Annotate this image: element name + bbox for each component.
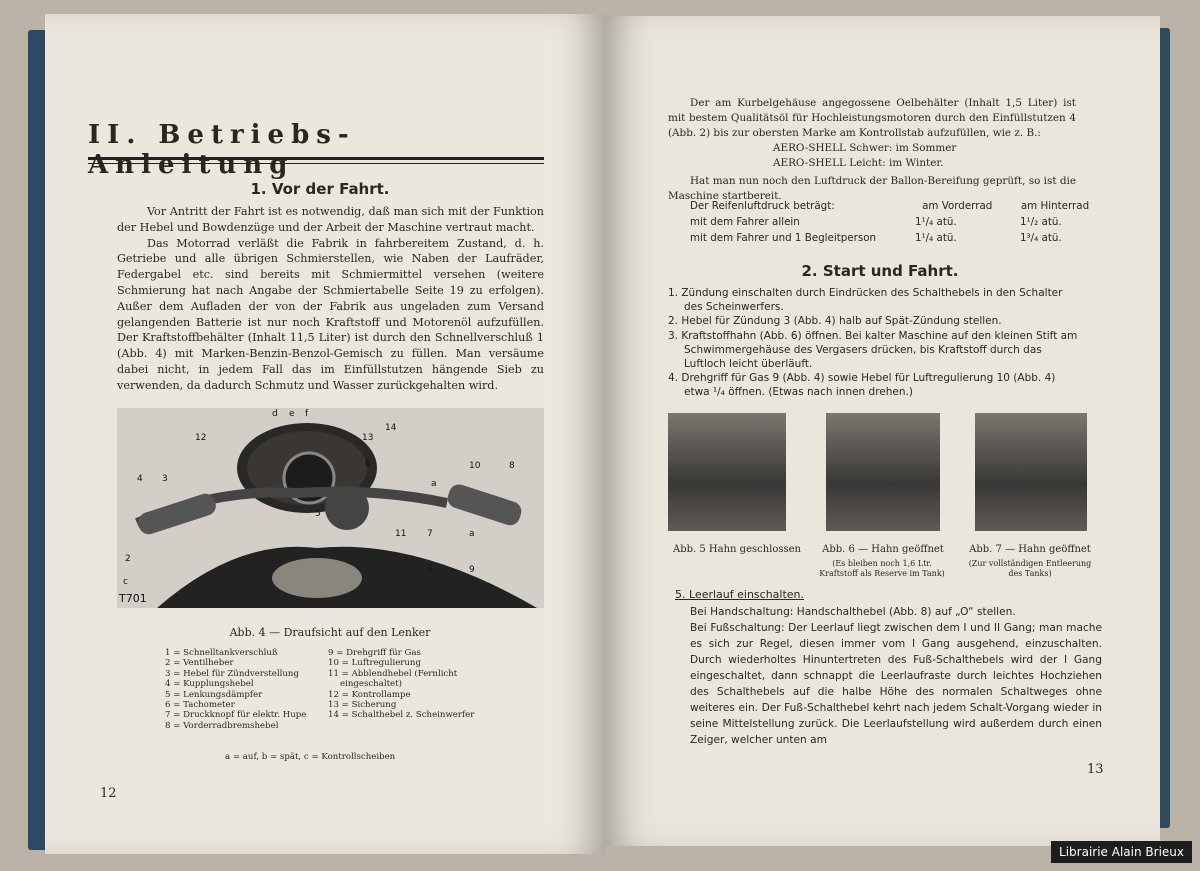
legend-item: 4 = Kupplungshebel <box>165 679 254 690</box>
photo-abb5 <box>668 413 786 531</box>
photo-abb6 <box>826 413 940 531</box>
section2-title: 2. Start und Fahrt. <box>801 262 959 280</box>
fig-label-14: 14 <box>385 423 397 433</box>
fig-label-5: 5 <box>315 509 321 519</box>
fig-label-f: f <box>305 409 309 419</box>
legend-item: 5 = Lenkungsdämpfer <box>165 689 263 700</box>
fig-label-4: 4 <box>137 474 143 484</box>
list-item: 3. Kraftstoffhahn (Abb. 6) öffnen. Bei kalter Maschine auf den kleinen Stift am Schwimmergehäuse des Vergasers drücken, bis Kraftstoff durch das Luftloch leicht überläuft. <box>668 329 1078 371</box>
legend-item: 12 = Kontrollampe <box>328 689 411 700</box>
chapter-heading: II. Betriebs-Anleitung <box>88 120 356 180</box>
paragraph-1: Vor Antritt der Fahrt ist es notwendig, daß man sich mit der Funktion der Hebel und Bowdenzüge und der Arbeit der Maschine vertraut macht. <box>117 205 544 234</box>
fig-label-9: 9 <box>469 565 475 575</box>
fussschaltung-text: Bei Fußschaltung: Der Leerlauf liegt zwischen dem I und II Gang; man mache es sich zur Regel, diesen immer vom I Gang ausgehend, einzuschalten. Durch wiederholtes Hinuntertreten des Fuß-Schalthebels wird der I Gang eingeschaltet, dann schnappt die Leerlaufraste durch leichtes Hochziehen des Schalthebels auf die halbe Höhe des normalen Schaltweges ohne weiteres ein. Der Fuß-Schalthebel kehrt nach jedem Schalt-Vorgang wieder in seine Mittelstellung zurück. Die Leerlaufstellung wird außerdem durch einen Zeiger, welcher unten am <box>690 622 1102 746</box>
fig-label-t701: T701 <box>119 592 147 605</box>
legend-item: 9 = Drehgriff für Gas <box>328 648 421 658</box>
table-cell: mit dem Fahrer und 1 Begleitperson <box>690 232 877 244</box>
oil-winter: AERO-SHELL Leicht: im Winter. <box>773 157 944 169</box>
photo-abb7 <box>975 413 1087 531</box>
legend-item: 11 = Abblendhebel (Fernlicht <box>328 668 458 679</box>
fig-label-2: 2 <box>125 554 131 564</box>
photo-note: (Zur vollständigen Entleerung des Tanks) <box>968 559 1092 578</box>
tire-intro: Hat man nun noch den Luftdruck der Ballon-Bereifung geprüft, so ist die Maschine startbereit. <box>668 175 1076 202</box>
table-cell: 1¹/₄ atü. <box>915 232 957 244</box>
legend-item: 10 = Luftregulierung <box>328 658 421 669</box>
legend-item: 6 = Tachometer <box>165 700 235 711</box>
oil-summer: AERO-SHELL Schwer: im Sommer <box>773 142 957 154</box>
legend-left <box>165 648 335 731</box>
start-steps-list <box>668 286 1080 400</box>
legend-item: 13 = Sicherung <box>328 700 397 711</box>
table-header-row <box>690 200 1090 216</box>
oil-text: Der am Kurbelgehäuse angegossene Oelbehälter (Inhalt 1,5 Liter) ist mit bestem Qualitätsöl für Hochleistungsmotoren durch den Einfüllstutzen 4 (Abb. 2) bis zur obersten Marke am Kontrollstab aufzufüllen, wie z. B.: <box>668 97 1076 139</box>
table-cell: mit dem Fahrer allein <box>690 216 800 228</box>
list-item: 1. Zündung einschalten durch Eindrücken des Schalthebels in den Schalter des Scheinwerfers. <box>668 287 1063 314</box>
legend-item: 8 = Vorderradbremshebel <box>165 720 279 731</box>
fig-label-8: 8 <box>509 461 515 471</box>
section5-text <box>690 604 1102 748</box>
table-cell: 1³/₄ atü. <box>1020 232 1062 244</box>
handlebar-photo <box>117 408 544 608</box>
fig-label-7: 7 <box>427 529 433 539</box>
legend-item: 1 = Schnelltankverschluß <box>165 648 278 658</box>
table-header: Der Reifenluftdruck beträgt: <box>690 200 835 212</box>
list-item: 2. Hebel für Zündung 3 (Abb. 4) halb auf Spät-Zündung stellen. <box>668 315 1002 328</box>
photo-caption: Abb. 7 — Hahn geöffnet <box>969 544 1091 555</box>
section5-title: 5. Leerlauf einschalten. <box>675 588 805 601</box>
fig-label-a1: a <box>431 479 437 489</box>
fig-label-11: 11 <box>395 529 407 539</box>
fig-label-10: 10 <box>469 461 481 471</box>
fig-label-c: c <box>123 577 128 587</box>
page-number-right: 13 <box>1087 762 1104 777</box>
fig-label-12: 12 <box>195 433 207 443</box>
fig-label-13: 13 <box>362 433 374 443</box>
photo-note: (Es bleiben noch 1,6 Ltr. Kraftstoff als Reserve im Tank) <box>819 559 945 578</box>
fig-label-d: d <box>272 409 278 419</box>
figure-caption: Abb. 4 — Draufsicht auf den Lenker <box>229 626 431 639</box>
list-item: 4. Drehgriff für Gas 9 (Abb. 4) sowie Hebel für Luftregulierung 10 (Abb. 4) etwa ¹/₄ öffnen. (Etwas nach innen drehen.) <box>668 372 1056 399</box>
legend-item: 3 = Hebel für Zündverstellung <box>165 668 299 679</box>
legend-item: eingeschaltet) <box>340 679 402 690</box>
fig-label-3: 3 <box>162 474 168 484</box>
legend-footer: a = auf, b = spät, c = Kontrollscheiben <box>225 752 396 762</box>
oil-paragraph <box>668 96 1076 204</box>
photo-caption: Abb. 5 Hahn geschlossen <box>673 544 801 555</box>
heading-rule <box>88 157 544 164</box>
watermark: Librairie Alain Brieux <box>1051 841 1192 863</box>
fig-label-e: e <box>289 409 295 419</box>
table-header: am Vorderrad <box>922 200 993 212</box>
paragraph-2: Das Motorrad verläßt die Fabrik in fahrbereitem Zustand, d. h. Getriebe und alle übrigen Schmierstellen, wie Naben der Laufräder, Federgabel etc. sind bereits mit Schmiermittel versehen (weitere Schmierung hat nach Angabe der Schmiertabelle Seite 19 zu erfolgen). Außer dem Aufladen der von der Fabrik aus ungeladen zum Versand gelangenden Batterie ist nur noch Kraftstoff und Motorenöl aufzufüllen. Der Kraftstoffbehälter (Inhalt 11,5 Liter) ist durch den Schnellverschluß 1 (Abb. 4) mit Marken-Benzin-Benzol-Gemisch zu füllen. Man versäume dabei nicht, in jedem Fall das im Einfüllstutzen hängende Sieb zu verwenden, da dadurch Schmutz und Wasser zurückgehalten wird. <box>117 236 544 392</box>
legend-item: 2 = Ventilheber <box>165 658 234 669</box>
table-header: am Hinterrad <box>1020 200 1090 212</box>
table-row <box>690 216 1090 232</box>
table-cell: 1¹/₄ atü. <box>915 216 957 228</box>
fig-label-a2: a <box>469 529 475 539</box>
page-number-left: 12 <box>100 786 117 801</box>
table-cell: 1¹/₂ atü. <box>1020 216 1062 228</box>
legend-right <box>328 648 498 721</box>
section1-title: 1. Vor der Fahrt. <box>250 180 390 198</box>
legend-item: 7 = Druckknopf für elektr. Hupe <box>165 710 307 721</box>
section1-paragraph <box>117 204 544 394</box>
legend-item: 14 = Schalthebel z. Scheinwerfer <box>328 710 475 721</box>
handschaltung-text: Bei Handschaltung: Handschalthebel (Abb. 8) auf „O“ stellen. <box>690 606 1016 618</box>
tire-pressure-table <box>690 200 1090 248</box>
handlebar-figure <box>117 408 544 608</box>
table-row <box>690 232 1090 248</box>
fig-label-1: 1 <box>427 563 433 573</box>
fig-label-6: 6 <box>365 459 371 469</box>
photo-caption: Abb. 6 — Hahn geöffnet <box>822 544 944 555</box>
